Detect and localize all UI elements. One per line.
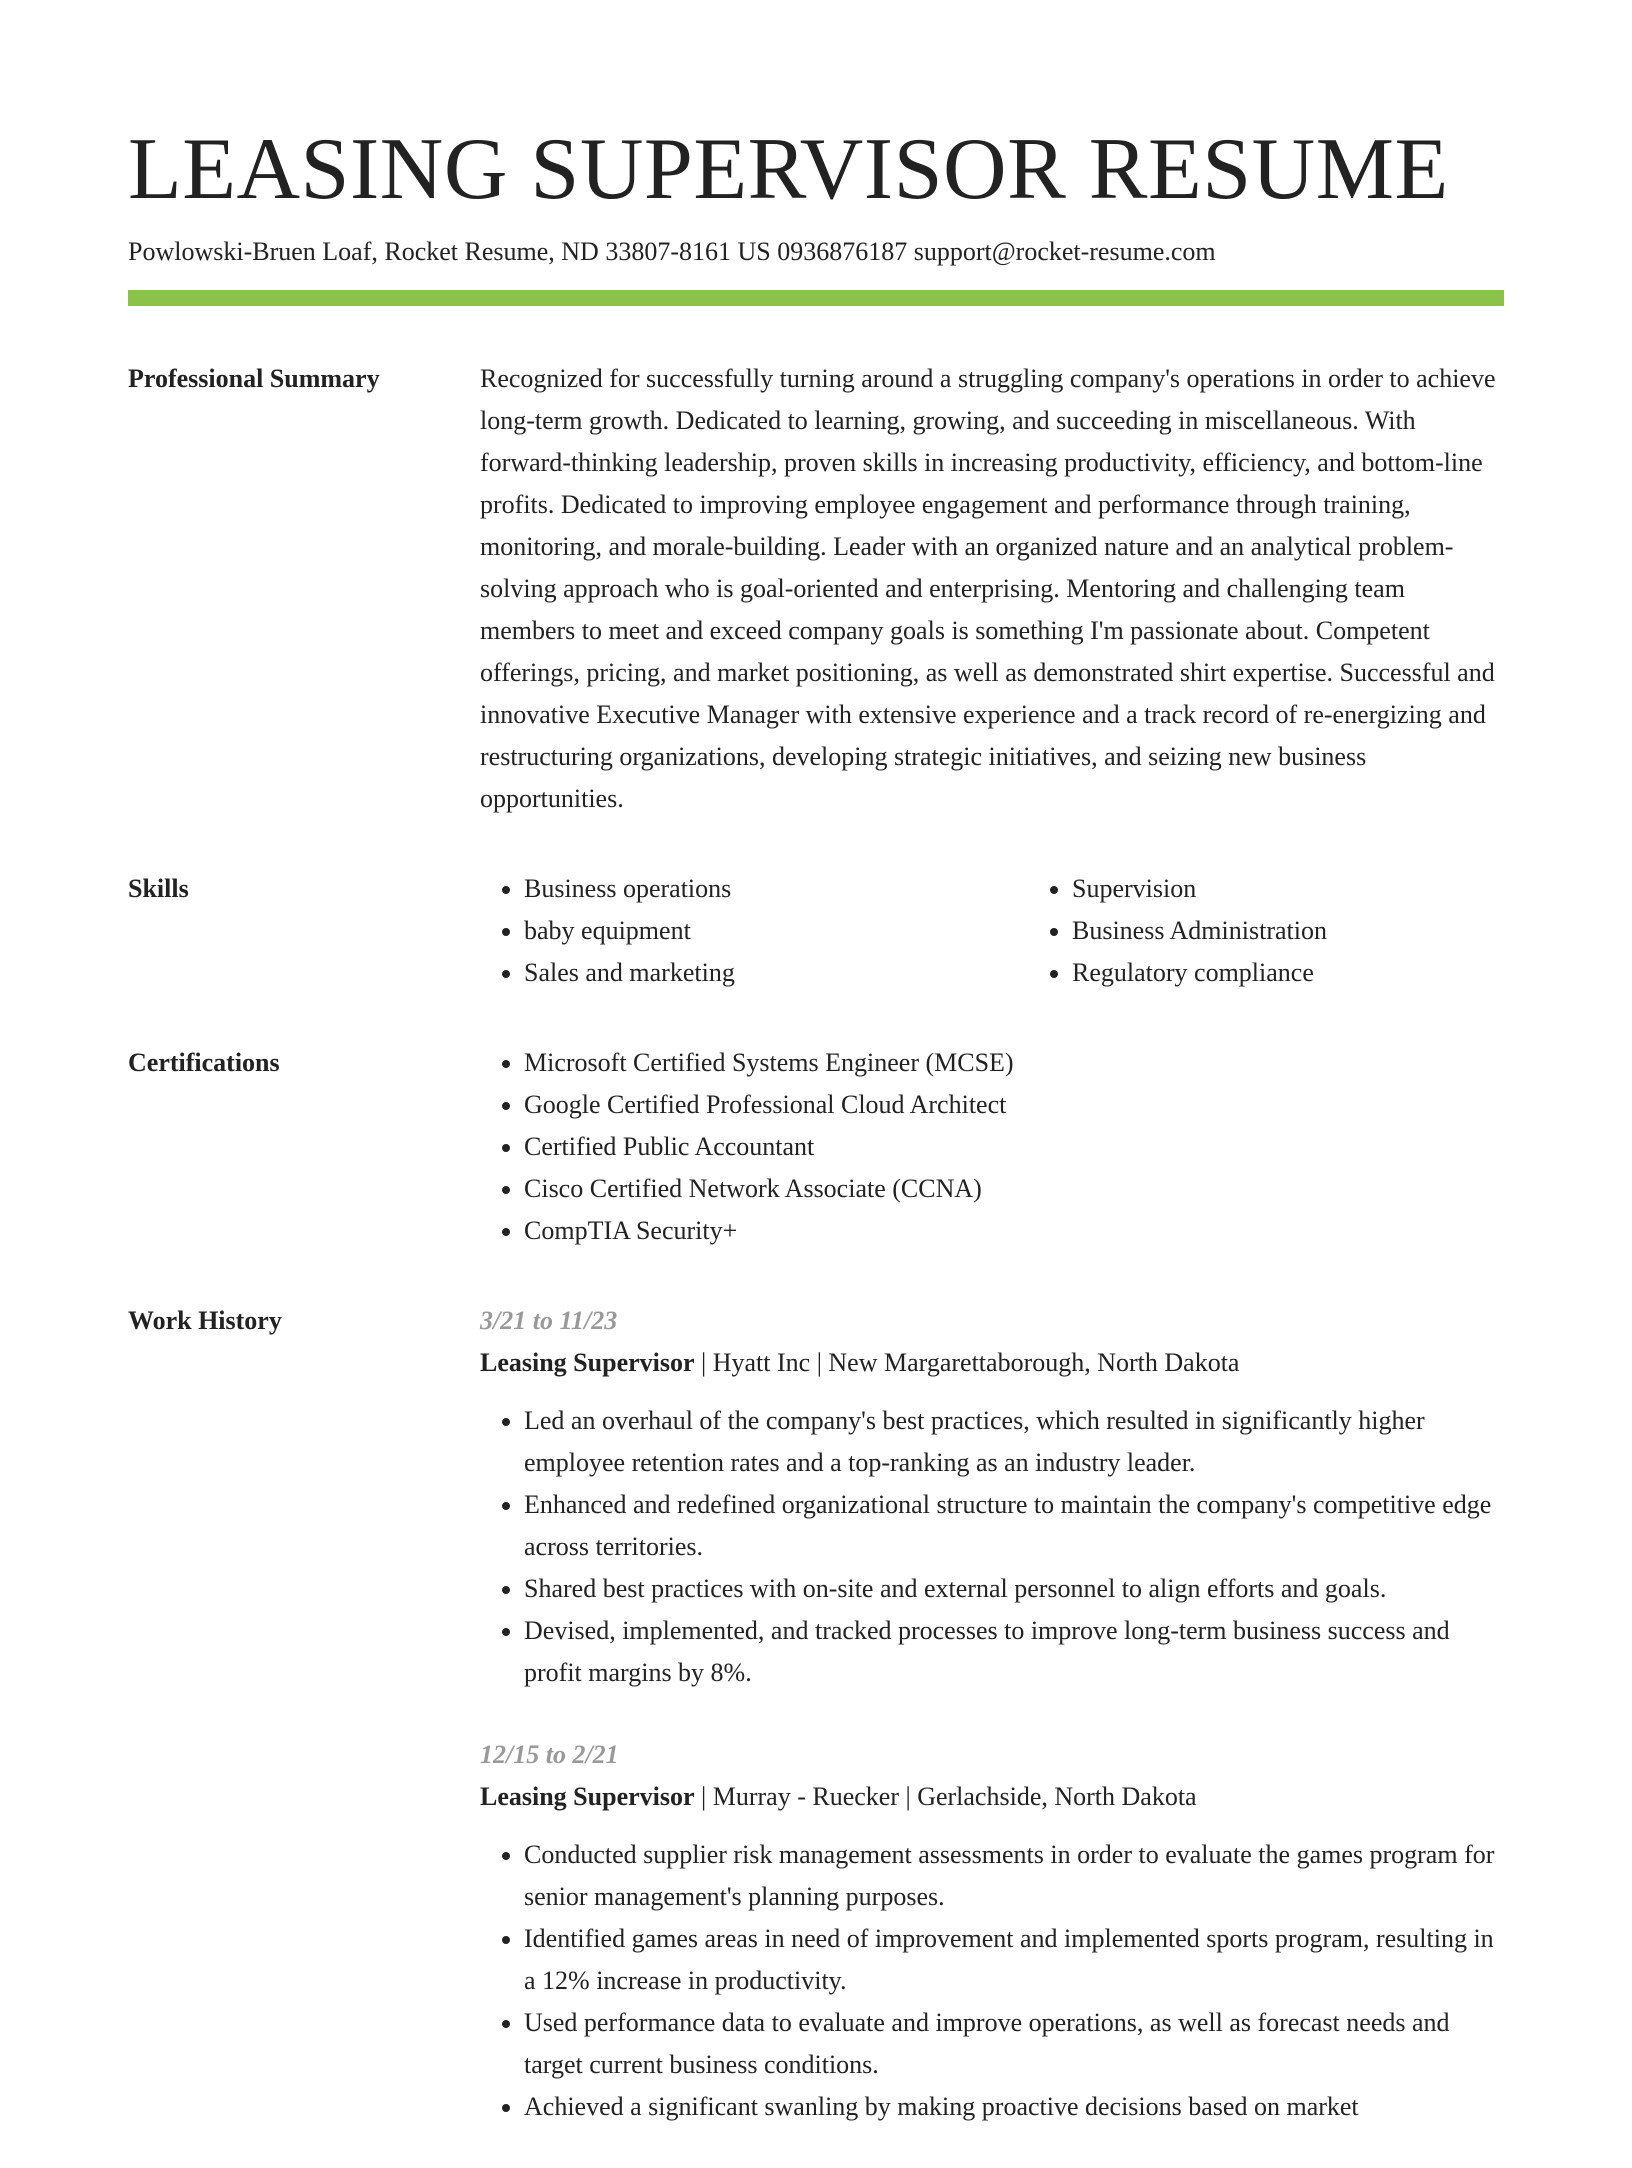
certification-item: • CompTIA Security+ (524, 1210, 1504, 1252)
certification-item: • Cisco Certified Network Associate (CCNA) (524, 1168, 1504, 1210)
certification-item: • Microsoft Certified Systems Engineer (MCSE) (524, 1042, 1504, 1084)
summary-text: Recognized for successfully turning around a struggling company's operations in order to achieve long-term growth. Dedicated to learning, growing, and succeeding in miscellaneous. With forward-thinking leadership, proven skills in increasing productivity, efficiency, and bottom-line profits. Dedicated to improving employee engagement and performance through training, monitoring, and morale-building. Leader with an organized nature and an analytical problem-solving approach who is goal-oriented and enterprising. Mentoring and challenging team members to meet and exceed company goals is something I'm passionate about. Competent offerings, pricing, and market positioning, as well as demonstrated shirt expertise. Successful and innovative Executive Manager with extensive experience and a track record of re-energizing and restructuring organizations, developing strategic initiatives, and seizing new business opportunities. (480, 364, 1496, 813)
skill-item: • Supervision (1072, 868, 1576, 910)
summary-section (128, 358, 1504, 820)
certifications-list (480, 1042, 1504, 1252)
job-entry (480, 1734, 1504, 2128)
work-history-label: Work History (128, 1306, 282, 1335)
certification-item: • Google Certified Professional Cloud Architect (524, 1084, 1504, 1126)
skill-item: • Regulatory compliance (1072, 952, 1576, 994)
job-entry (480, 1300, 1504, 1694)
job-bullet: • Shared best practices with on-site and external personnel to align efforts and goals. (524, 1568, 1504, 1610)
job-bullet: • Achieved a significant swanling by making proactive decisions based on market (524, 2086, 1504, 2128)
certification-item: • Certified Public Accountant (524, 1126, 1504, 1168)
resume-page (128, 118, 1504, 2168)
certifications-label: Certifications (128, 1048, 280, 1077)
job-bullets (480, 1834, 1504, 2128)
job-dates: 3/21 to 11/23 (480, 1306, 618, 1335)
job-dates: 12/15 to 2/21 (480, 1740, 619, 1769)
skills-label: Skills (128, 874, 189, 903)
job-title: Leasing Supervisor (480, 1782, 695, 1811)
resume-title: LEASING SUPERVISOR RESUME (128, 121, 1449, 218)
skills-section (128, 868, 1504, 994)
job-bullet: • Led an overhaul of the company's best practices, which resulted in significantly higher employee retention rates and a top-ranking as an industry leader. (524, 1400, 1504, 1484)
job-heading (480, 1776, 1504, 1818)
job-bullet: • Used performance data to evaluate and improve operations, as well as forecast needs and target current business conditions. (524, 2002, 1504, 2086)
job-details: | Murray - Ruecker | Gerlachside, North Dakota (694, 1782, 1197, 1811)
skills-list-left (480, 868, 1028, 994)
job-bullet: • Enhanced and redefined organizational structure to maintain the company's competitive edge across territories. (524, 1484, 1504, 1568)
skill-item: • Business operations (524, 868, 1028, 910)
job-title: Leasing Supervisor (480, 1348, 695, 1377)
job-bullet: • Devised, implemented, and tracked processes to improve long-term business success and profit margins by 8%. (524, 1610, 1504, 1694)
job-bullets (480, 1400, 1504, 1694)
skill-item: • baby equipment (524, 910, 1028, 952)
skill-item: • Sales and marketing (524, 952, 1028, 994)
contact-line: Powlowski-Bruen Loaf, Rocket Resume, ND 33807-8161 US 0936876187 support@rocket-resume.com (128, 237, 1216, 266)
skills-list-right (1028, 868, 1576, 994)
certifications-section (128, 1042, 1504, 1252)
job-bullet: • Conducted supplier risk management assessments in order to evaluate the games program for senior management's planning purposes. (524, 1834, 1504, 1918)
job-heading (480, 1342, 1504, 1384)
job-bullet: • Identified games areas in need of improvement and implemented sports program, resulting in a 12% increase in productivity. (524, 1918, 1504, 2002)
summary-label: Professional Summary (128, 364, 380, 393)
skill-item: • Business Administration (1072, 910, 1576, 952)
work-history-section (128, 1300, 1504, 2168)
header-divider (128, 290, 1504, 306)
job-details: | Hyatt Inc | New Margarettaborough, North Dakota (694, 1348, 1240, 1377)
